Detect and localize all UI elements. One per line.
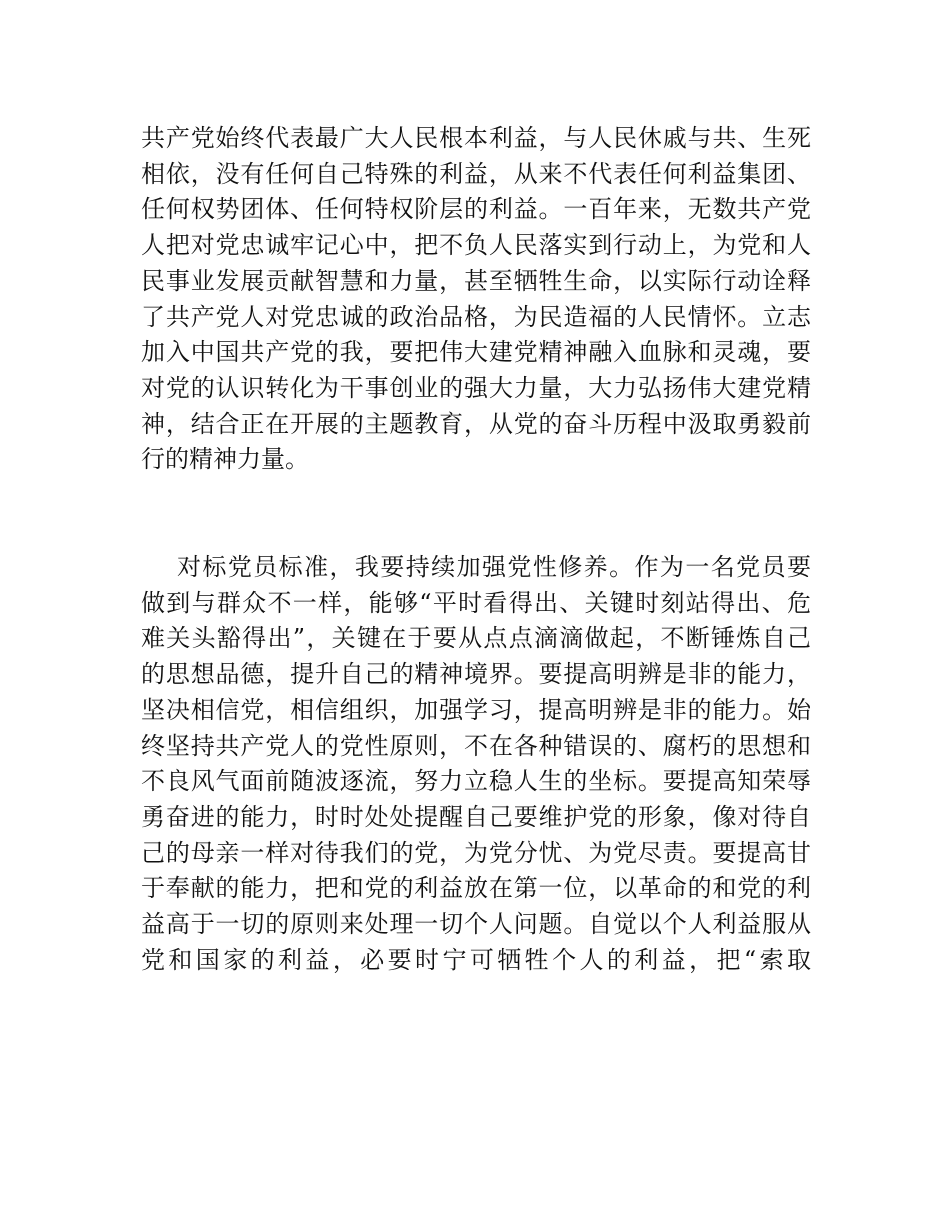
paragraph-line: 不良风气面前随波逐流，努力立稳人生的坐标。要提高知荣辱	[141, 767, 811, 796]
paragraph-line: 人把对党忠诚牢记心中，把不负人民落实到行动上，为党和人	[141, 231, 811, 260]
paragraph-line: 加入中国共产党的我，要把伟大建党精神融入血脉和灵魂，要	[141, 338, 811, 367]
paragraph-line: 坚决相信党，相信组织，加强学习，提高明辨是非的能力。始	[141, 695, 811, 724]
paragraph-line: 难关头豁得出”，关键在于要从点点滴滴做起，不断锤炼自己	[141, 624, 811, 653]
paragraph-line: 对标党员标准，我要持续加强党性修养。作为一名党员要	[177, 553, 811, 581]
paragraph-line: 于奉献的能力，把和党的利益放在第一位，以革命的和党的利	[141, 874, 811, 903]
paragraph-line: 了共产党人对党忠诚的政治品格，为民造福的人民情怀。立志	[141, 302, 811, 331]
paragraph-line: 的思想品德，提升自己的精神境界。要提高明辨是非的能力，	[141, 660, 811, 689]
paragraph-line: 对党的认识转化为干事创业的强大力量，大力弘扬伟大建党精	[141, 373, 811, 402]
paragraph-line: 共产党始终代表最广大人民根本利益，与人民休戚与共、生死	[141, 124, 811, 152]
paragraph-line: 己的母亲一样对待我们的党，为党分忧、为党尽责。要提高甘	[141, 838, 811, 867]
paragraph-line: 勇奋进的能力，时时处处提醒自己要维护党的形象，像对待自	[141, 802, 811, 831]
paragraph-line: 民事业发展贡献智慧和力量，甚至牺牲生命，以实际行动诠释	[141, 266, 811, 295]
paragraph-line: 益高于一切的原则来处理一切个人问题。自觉以个人利益服从	[141, 910, 811, 939]
paragraph-line: 行的精神力量。	[141, 445, 309, 474]
paragraph-1	[141, 121, 811, 478]
paragraph-line: 做到与群众不一样，能够“平时看得出、关键时刻站得出、危	[141, 588, 811, 617]
paragraph-2	[141, 550, 811, 978]
paragraph-line: 终坚持共产党人的党性原则，不在各种错误的、腐朽的思想和	[141, 731, 811, 760]
paragraph-line: 相依，没有任何自己特殊的利益，从来不代表任何利益集团、	[141, 159, 811, 188]
paragraph-line: 任何权势团体、任何特权阶层的利益。一百年来，无数共产党	[141, 195, 811, 224]
paragraph-line: 党和国家的利益，必要时宁可牺牲个人的利益，把“索取	[141, 945, 811, 974]
paragraph-line: 神，结合正在开展的主题教育，从党的奋斗历程中汲取勇毅前	[141, 409, 811, 438]
